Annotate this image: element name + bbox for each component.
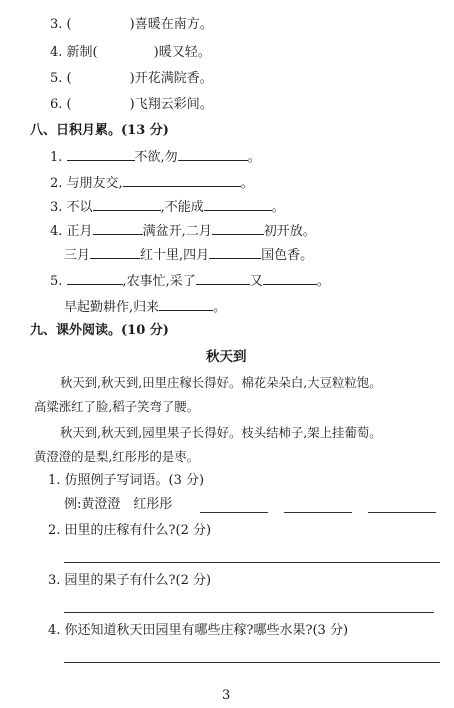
s8-q5a: 5. ,农事忙,采了 又 。	[50, 274, 330, 289]
s9-q4: 4. 你还知道秋天田园里有哪些庄稼?哪些水果?(3 分)	[48, 623, 349, 638]
answer-line[interactable]	[284, 512, 352, 513]
passage-p2a: 秋天到,秋天到,园里果子长得好。枝头结柿子,架上挂葡萄。	[60, 425, 382, 440]
page-number: 3	[222, 688, 231, 703]
item-5: 5. ( )开花满院香。	[50, 71, 213, 86]
passage-p1b: 高粱涨红了脸,稻子笑弯了腰。	[34, 399, 200, 414]
blank[interactable]	[209, 246, 261, 259]
s8-q5b: 早起勤耕作,归来 。	[64, 300, 227, 315]
blank[interactable]	[212, 222, 264, 235]
blank[interactable]	[93, 198, 161, 211]
passage-title: 秋天到	[206, 349, 247, 365]
blank[interactable]	[263, 272, 317, 285]
s9-q1-example: 例:黄澄澄 红彤彤	[64, 497, 173, 512]
s9-q1: 1. 仿照例子写词语。(3 分)	[48, 473, 205, 488]
answer-line[interactable]	[64, 562, 440, 563]
passage-p2b: 黄澄澄的是梨,红彤彤的是枣。	[34, 449, 200, 464]
s8-q3: 3. 不以 ,不能成 。	[50, 200, 285, 215]
blank[interactable]	[93, 222, 143, 235]
blank[interactable]	[159, 298, 213, 311]
blank[interactable]	[196, 272, 250, 285]
section-9-title: 九、课外阅读。(10 分)	[30, 323, 169, 338]
item-3: 3. ( )喜暖在南方。	[50, 17, 213, 32]
passage-p1a: 秋天到,秋天到,田里庄稼长得好。棉花朵朵白,大豆粒粒饱。	[60, 375, 382, 390]
blank[interactable]	[178, 148, 248, 161]
blank[interactable]	[67, 148, 135, 161]
s8-q1: 1. 不欲,勿 。	[50, 150, 261, 165]
blank[interactable]	[67, 272, 123, 285]
section-8-title: 八、日积月累。(13 分)	[30, 123, 169, 138]
answer-line[interactable]	[64, 612, 434, 613]
item-6: 6. ( )飞翔云彩间。	[50, 97, 213, 112]
item-4: 4. 新制( )暖又轻。	[50, 45, 211, 60]
blank[interactable]	[123, 174, 241, 187]
s9-q2: 2. 田里的庄稼有什么?(2 分)	[48, 523, 212, 538]
answer-line[interactable]	[64, 662, 440, 663]
blank[interactable]	[204, 198, 272, 211]
answer-line[interactable]	[200, 512, 268, 513]
s8-q4b: 三月 红十里,四月 国色香。	[64, 248, 314, 263]
blank[interactable]	[90, 246, 140, 259]
answer-line[interactable]	[368, 512, 436, 513]
s8-q2: 2. 与朋友交, 。	[50, 176, 254, 191]
s8-q4a: 4. 正月 满盆开,二月 初开放。	[50, 224, 316, 239]
s9-q3: 3. 园里的果子有什么?(2 分)	[48, 573, 212, 588]
